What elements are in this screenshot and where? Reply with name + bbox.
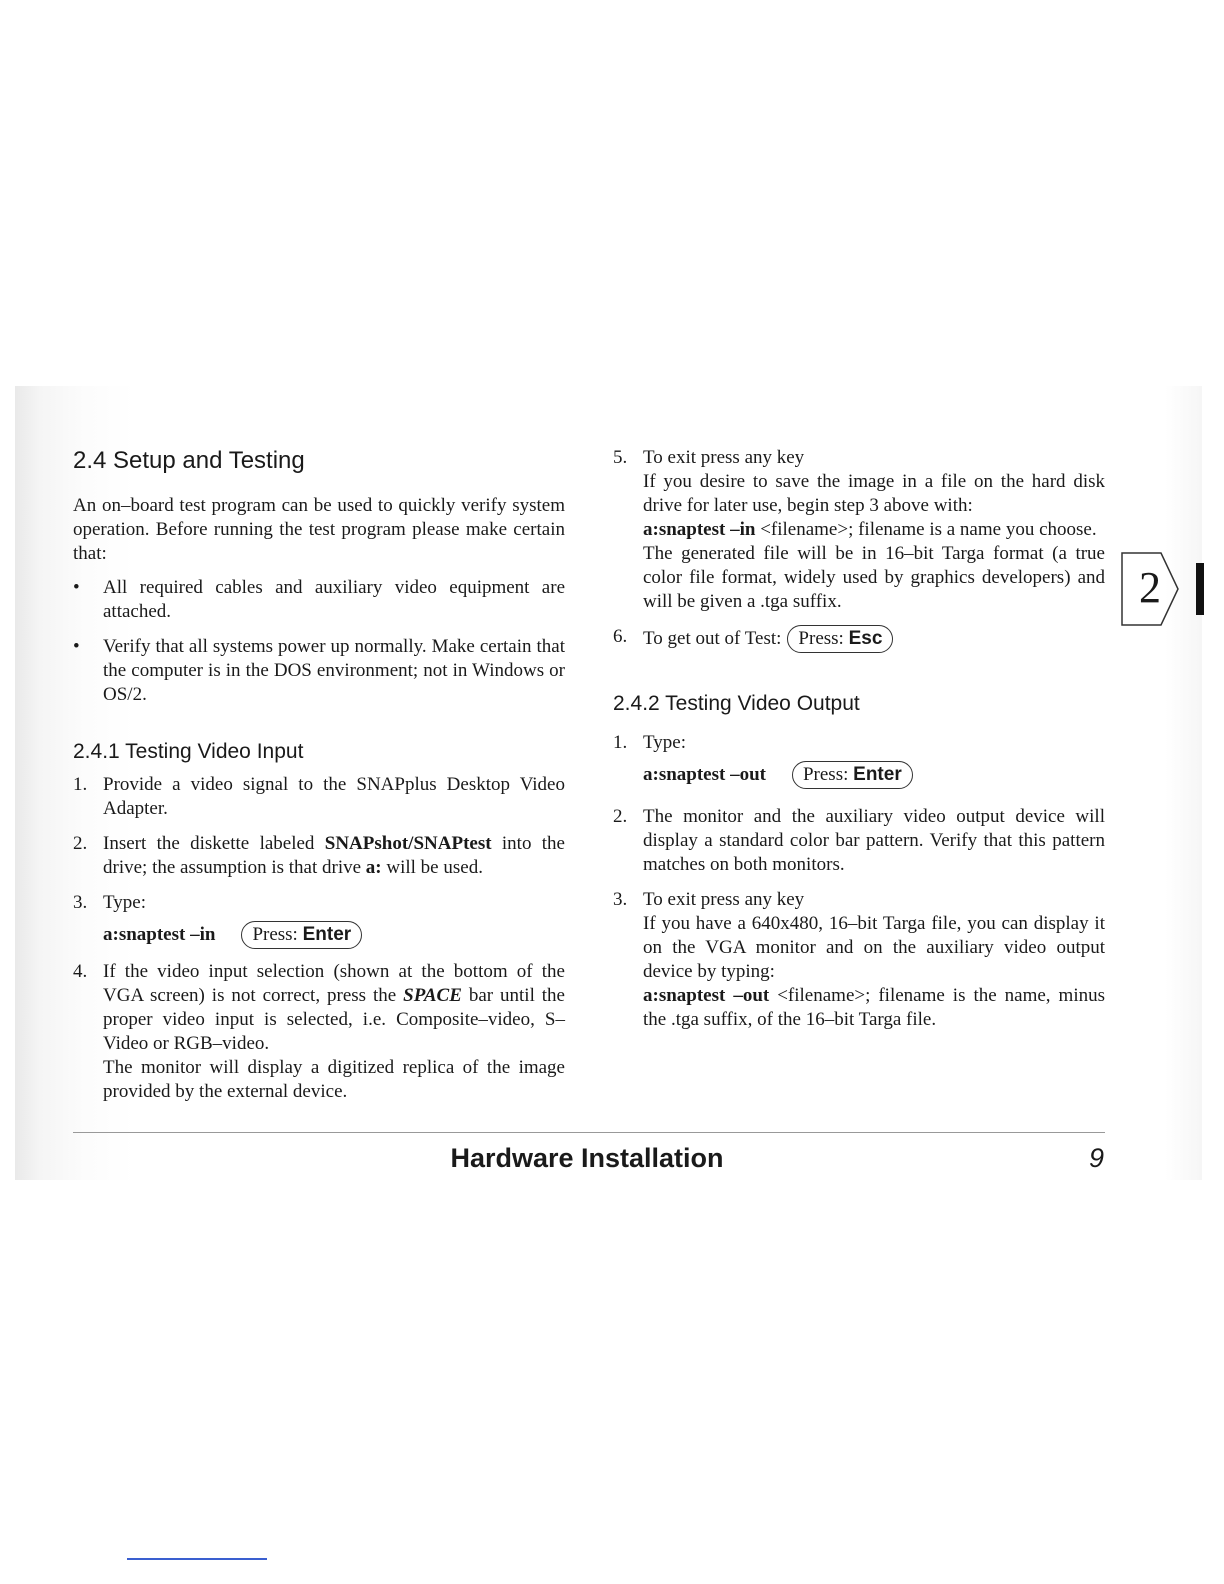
step-number: 1.: [613, 732, 628, 753]
drive-letter: a:: [365, 857, 382, 878]
command-text: a:snaptest –in: [103, 924, 216, 945]
command-text: a:snaptest –in: [643, 519, 756, 540]
bullet-text: All required cables and auxiliary video equipment are attached.: [103, 577, 565, 622]
step-text: a:snaptest –out <filename>; filename is the name, minus the .tga suffix, of the 16–bit Targa file.: [643, 985, 1105, 1030]
step-item: [613, 805, 1105, 877]
footer-rule: [73, 1132, 1105, 1133]
step-item: [73, 773, 565, 821]
space-key: SPACE: [403, 985, 462, 1006]
step-number: 4.: [73, 961, 88, 982]
step-number: 6.: [613, 626, 628, 647]
enter-key: Enter: [302, 924, 352, 945]
keypress-badge: Press: Enter: [241, 921, 362, 949]
step-number: 2.: [73, 833, 88, 854]
step-item: [613, 625, 1105, 653]
step-item: [613, 446, 1105, 614]
step-item: [73, 960, 565, 1104]
page-number: 9: [1088, 1143, 1104, 1173]
step-text: If you desire to save the image in a file on the hard disk drive for later use, begin step 3 above with:: [643, 471, 1105, 516]
step-text: The monitor and the auxiliary video output device will display a standard color bar pattern. Verify that this pattern matches on both monitors.: [643, 806, 1105, 875]
step-text: a:snaptest –in <filename>; filename is a name you choose.: [643, 519, 1097, 540]
command-row: [103, 921, 565, 949]
footer-title: Hardware Installation: [450, 1143, 724, 1173]
step-item: [73, 891, 565, 949]
chapter-number: 2: [1139, 563, 1161, 612]
chapter-tab: [1121, 552, 1179, 626]
command-text: a:snaptest –out: [643, 985, 770, 1006]
step-text: Insert the diskette labeled SNAPshot/SNAPtest into the drive; the assumption is that drive a: will be used.: [103, 833, 565, 878]
blue-underline-mark: [127, 1558, 267, 1560]
section-title: 2.4 Setup and Testing: [73, 447, 305, 474]
step-text: If you have a 640x480, 16–bit Targa file, you can display it on the VGA monitor and on the auxiliary video output device by typing:: [643, 913, 1105, 982]
left-column: [73, 446, 565, 1115]
chapter-tab-marker: [1196, 563, 1204, 615]
intro-paragraph: An on–board test program can be used to quickly verify system operation. Before running the test program please make certain that:: [73, 495, 565, 564]
step-text: To exit press any key: [643, 447, 805, 468]
step-text: Type:: [643, 732, 686, 753]
step-number: 3.: [73, 892, 88, 913]
step-item: [613, 888, 1105, 1032]
right-column: [613, 446, 1105, 1043]
step-item: [73, 832, 565, 880]
step-text: To get out of Test: Press: Esc: [643, 625, 1105, 653]
command-row: [643, 761, 1105, 789]
step-item: [613, 731, 1105, 789]
keypress-badge: Press: Enter: [792, 761, 913, 789]
bullet-item: [73, 576, 565, 624]
step-number: 3.: [613, 889, 628, 910]
step-text: The generated file will be in 16–bit Targa format (a true color file format, widely used by graphics developers) and will be given a .tga suffix.: [643, 543, 1105, 612]
esc-key: Esc: [848, 628, 883, 649]
step-number: 1.: [73, 774, 88, 795]
bullet-dot-icon: •: [73, 577, 80, 598]
bullet-dot-icon: •: [73, 636, 80, 657]
step-text-continued: The monitor will display a digitized replica of the image provided by the external device.: [103, 1057, 565, 1102]
bullet-text: Verify that all systems power up normally. Make certain that the computer is in the DOS environment; not in Windows or OS/2.: [103, 636, 565, 705]
keypress-badge: Press: Esc: [787, 625, 893, 653]
bullet-item: [73, 635, 565, 707]
step-text: If the video input selection (shown at the bottom of the VGA screen) is not correct, press the SPACE bar until the proper video input is selected, i.e. Composite–video, S–Video or RGB–video.: [103, 961, 565, 1054]
command-text: a:snaptest –out: [643, 764, 766, 785]
step-text: To exit press any key: [643, 889, 805, 910]
subsection-title-output: 2.4.2 Testing Video Output: [613, 692, 860, 715]
step-text: Provide a video signal to the SNAPplus Desktop Video Adapter.: [103, 774, 565, 819]
step-number: 2.: [613, 806, 628, 827]
step-text: Type:: [103, 892, 146, 913]
enter-key: Enter: [853, 764, 902, 785]
step-number: 5.: [613, 447, 628, 468]
subsection-title-input: 2.4.1 Testing Video Input: [73, 740, 304, 763]
diskette-label: SNAPshot/SNAPtest: [324, 833, 492, 854]
